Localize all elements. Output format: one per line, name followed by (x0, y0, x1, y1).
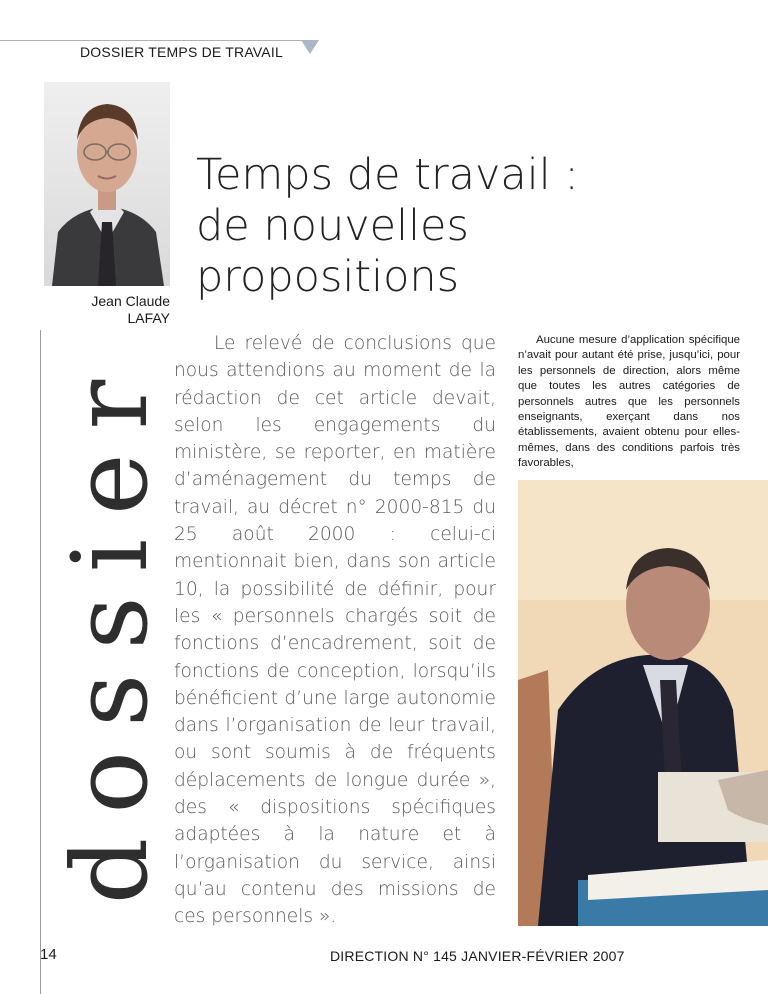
side-paragraph: Aucune mesure d’application spécifique n’avait pour autant été prise, jusqu’ici, pour les personnels de direction, alors même que toutes les autres catégories de personnels autres que les personnels enseignants, exerçant dans nos établissements, avaient obtenu pour elles-mêmes, dans des conditions parfois très favorables, (518, 334, 740, 470)
author-first-name: Jean Claude (91, 293, 170, 309)
illustration-photo (518, 480, 768, 926)
page-number: 14 (40, 946, 57, 963)
section-label: DOSSIER TEMPS DE TRAVAIL (80, 44, 283, 60)
triangle-marker-icon (301, 40, 319, 54)
margin-rule (40, 330, 41, 994)
vertical-section-word (49, 330, 171, 930)
author-last-name: LAFAY (127, 310, 170, 326)
article-title: Temps de travail : de nouvelles propositions (196, 150, 579, 302)
publication-credit: DIRECTION N° 145 JANVIER-FÉVRIER 2007 (330, 948, 625, 964)
vertical-word-text: dossier (49, 355, 171, 905)
header-rule (0, 40, 312, 41)
author-photo (44, 82, 170, 286)
author-name (44, 293, 170, 327)
lead-paragraph: Le relevé de conclusions que nous attendions au moment de la rédaction de cet article devait, selon les engagements du ministère, se reporter, en matière d’aménagement du temps de travail, au décret n° 2000-815 du 25 août 2000 : celui-ci mentionnait bien, dans son article 10, la possibilité de définir, pour les « personnels chargés soit de fonctions d’encadrement, soit de fonctions de conception, lorsqu’ils bénéficient d’une large autonomie dans l’organisation de leur travail, ou sont soumis à de fréquents déplacements de longue durée », des « dispositions spécifiques adaptées à la nature et à l’organisation du service, ainsi qu’au contenu des missions de ces personnels ». (174, 333, 496, 928)
